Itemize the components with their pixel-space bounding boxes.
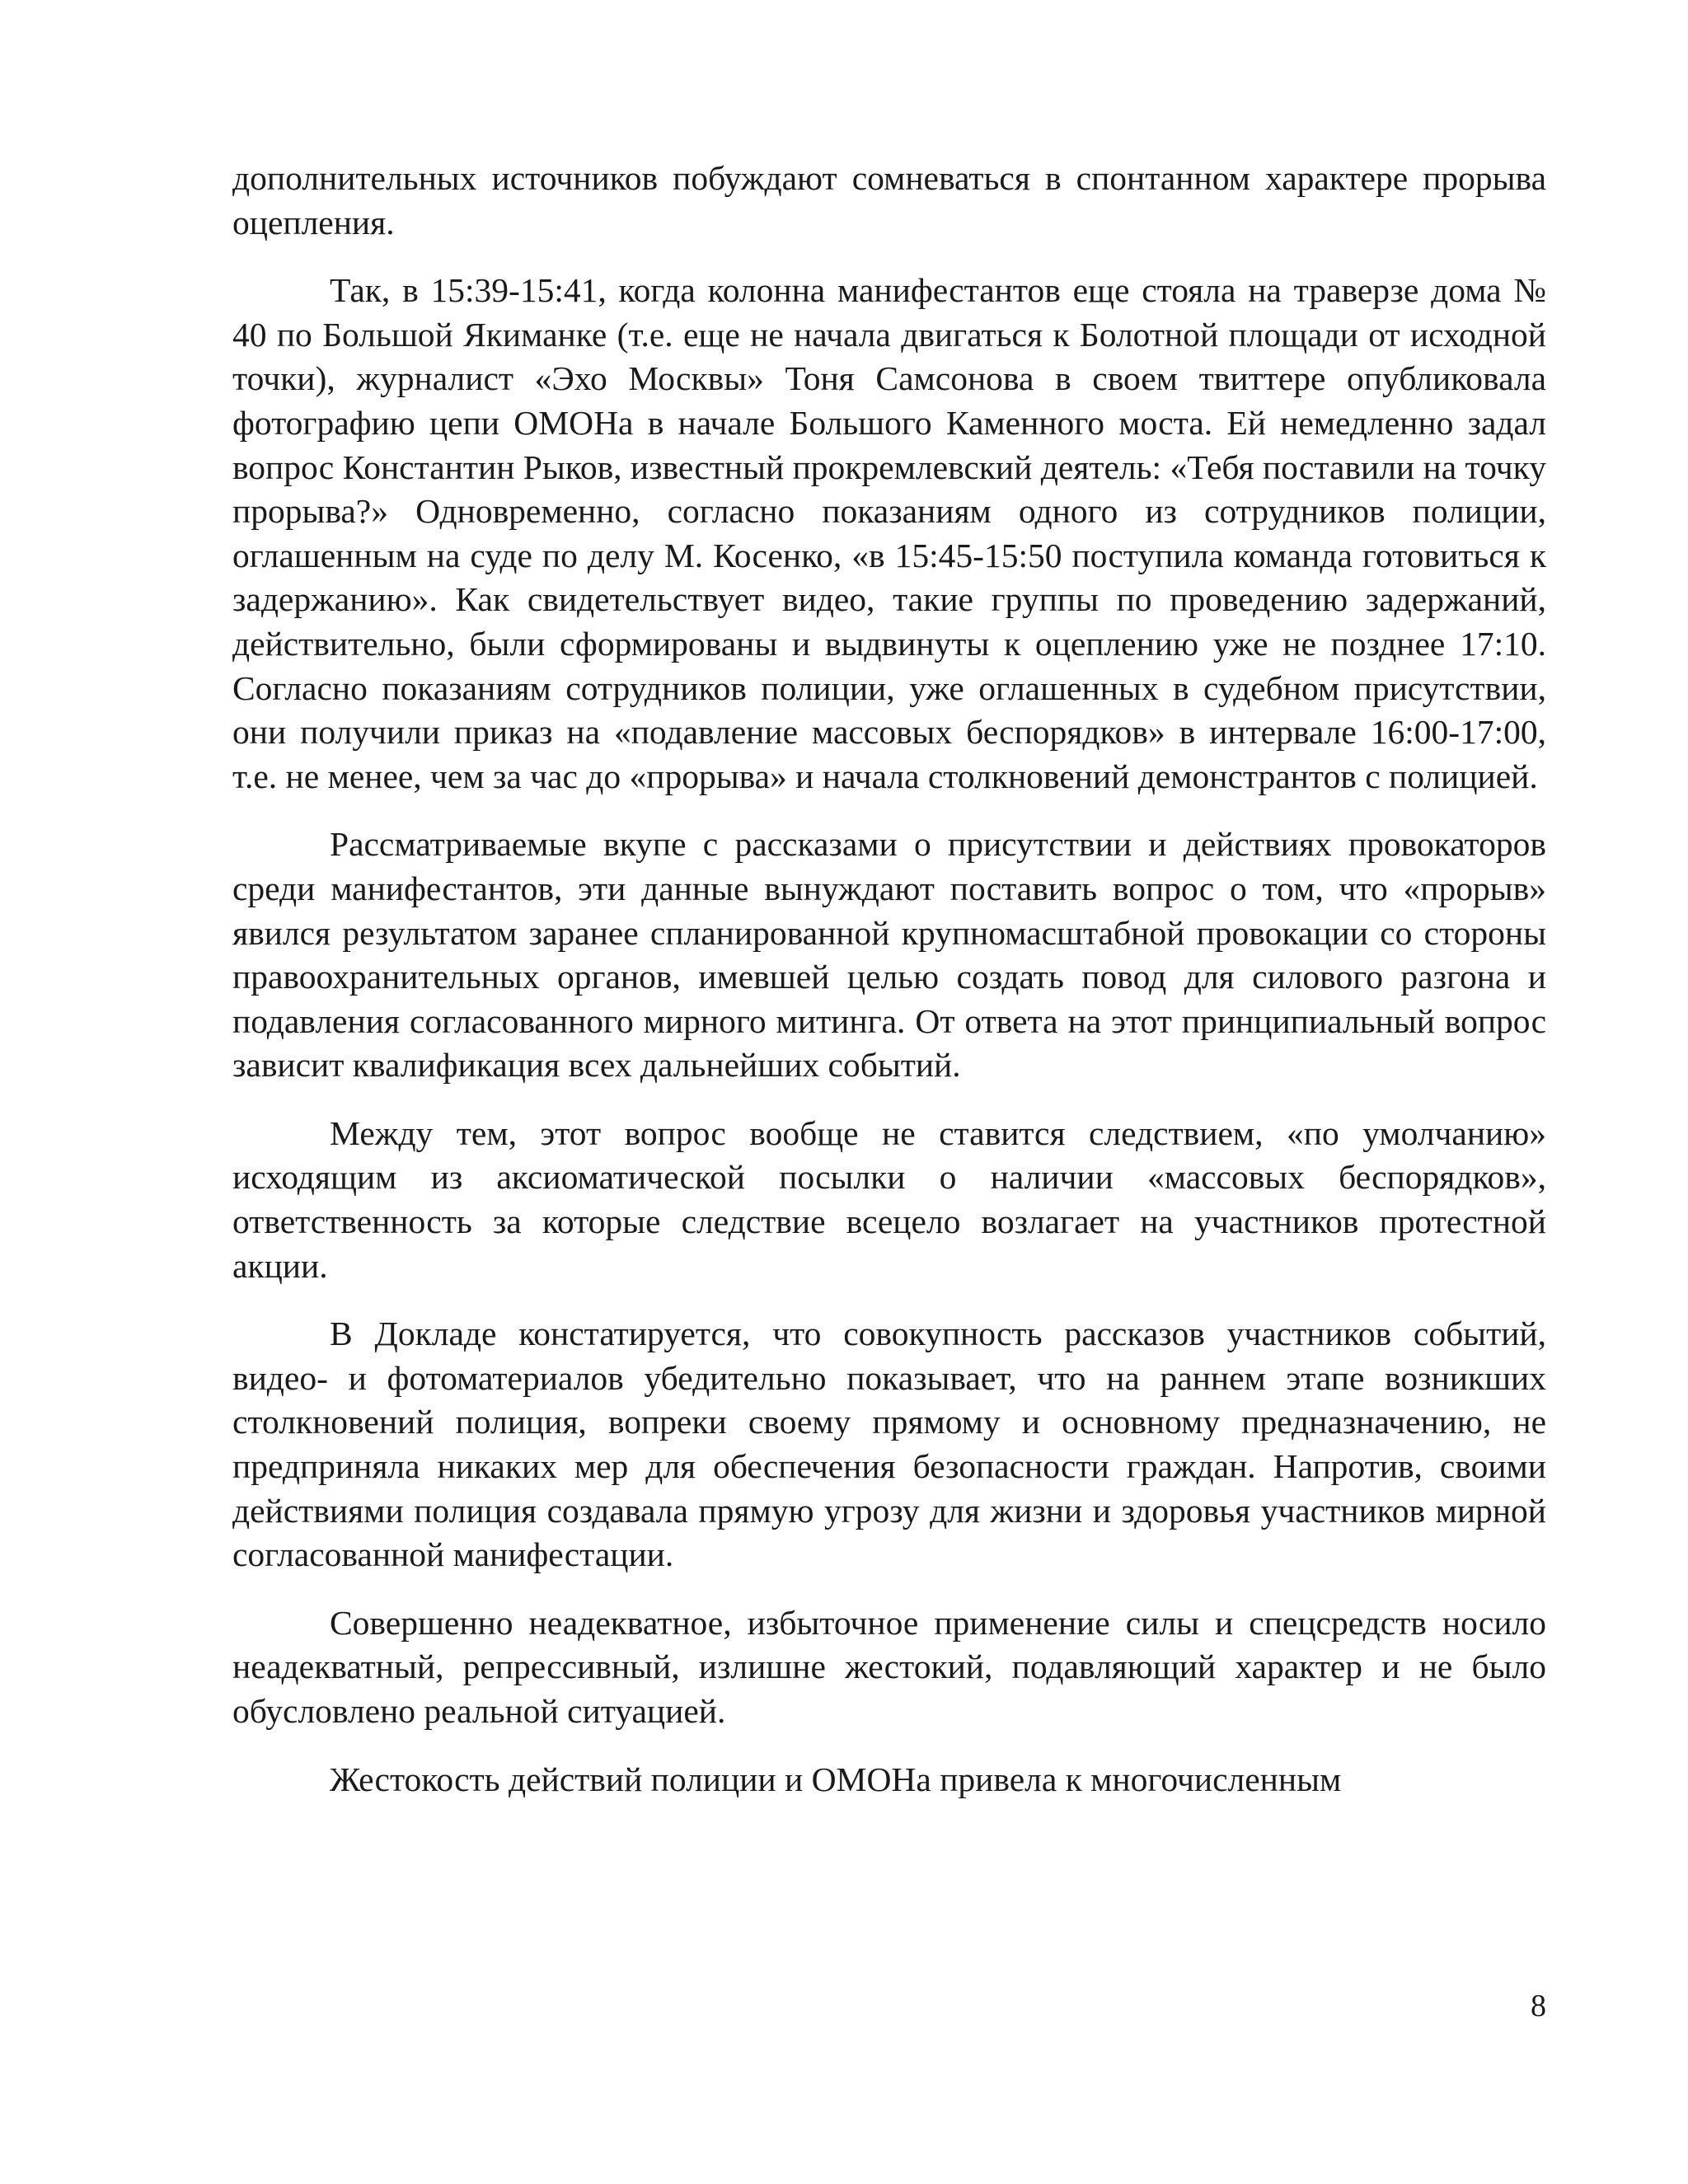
paragraph-investigation: Между тем, этот вопрос вообще не ставится следствием, «по умолчанию» исходящим из аксиоматической посылки о наличии «массовых беспорядков», ответственность за которые следствие всецело возлагает на участников протестной акции. — [232, 1113, 1546, 1285]
document-body — [232, 157, 1546, 1825]
paragraph-timeline: Так, в 15:39-15:41, когда колонна манифестантов еще стояла на траверзе дома № 40 по Большой Якиманке (т.е. еще не начала двигаться к Болотной площади от исходной точки), журналист «Эхо Москвы» Тоня Самсонова в своем твиттере опубликовала фотографию цепи ОМОНа в начале Большого Каменного моста. Ей немедленно задал вопрос Константин Рыков, известный прокремлевский деятель: «Тебя поставили на точку прорыва?» Одновременно, согласно показаниям одного из сотрудников полиции, оглашенным на суде по делу М. Косенко, «в 15:45-15:50 поступила команда готовиться к задержанию». Как свидетельствует видео, такие группы по проведению задержаний, действительно, были сформированы и выдвинуты к оцеплению уже не позднее 17:10. Согласно показаниям сотрудников полиции, уже оглашенных в судебном присутствии, они получили приказ на «подавление массовых беспорядков» в интервале 16:00-17:00, т.е. не менее, чем за час до «прорыва» и начала столкновений демонстрантов с полицией. — [232, 271, 1546, 795]
page-number: 8 — [1531, 1989, 1546, 2023]
paragraph-cruelty: Жестокость действий полиции и ОМОНа привела к многочисленным — [330, 1760, 1342, 1798]
paragraph-excessive-force: Совершенно неадекватное, избыточное применение силы и спецсредств носило неадекватный, репрессивный, излишне жестокий, подавляющий характер и не было обусловлено реальной ситуацией. — [232, 1603, 1546, 1730]
paragraph-continued: дополнительных источников побуждают сомневаться в спонтанном характере прорыва оцепления. — [232, 159, 1546, 241]
paragraph-report-findings: В Докладе констатируется, что совокупность рассказов участников событий, видео- и фотоматериалов убедительно показывает, что на раннем этапе возникших столкновений полиция, вопреки своему прямому и основному предназначению, не предприняла никаких мер для обеспечения безопасности граждан. Напротив, своими действиями полиция создавала прямую угрозу для жизни и здоровья участников мирной согласованной манифестации. — [232, 1315, 1546, 1574]
paragraph-provocation-question: Рассматриваемые вкупе с рассказами о присутствии и действиях провокаторов среди манифестантов, эти данные вынуждают поставить вопрос о том, что «прорыв» явился результатом заранее спланированной крупномасштабной провокации со стороны правоохранительных органов, имевшей целью создать повод для силового разгона и подавления согласованного мирного митинга. От ответа на этот принципиальный вопрос зависит квалификация всех дальнейших событий. — [232, 825, 1546, 1085]
